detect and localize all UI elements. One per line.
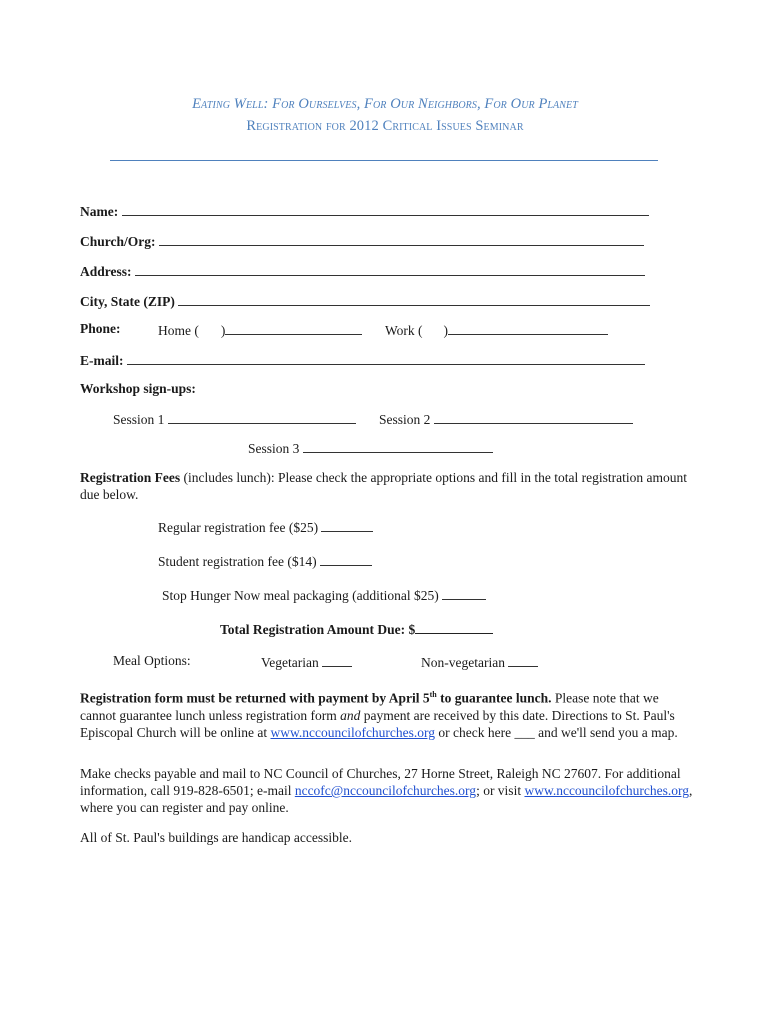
packaging-fee-label: Stop Hunger Now meal packaging (additional $25) xyxy=(162,588,439,603)
deadline-text-2: to guarantee lunch. xyxy=(436,690,552,706)
home-phone-close: ) xyxy=(220,323,226,338)
session3-blank[interactable] xyxy=(303,439,493,453)
regular-fee-blank[interactable] xyxy=(321,518,373,532)
email-link[interactable]: nccofc@nccouncilofchurches.org xyxy=(294,783,477,798)
address-field-row xyxy=(80,262,645,280)
fees-heading: Registration Fees xyxy=(80,470,181,485)
church-label: Church/Org: xyxy=(80,234,156,249)
session1-row xyxy=(113,410,356,428)
total-due-row xyxy=(220,620,493,639)
student-fee-label: Student registration fee ($14) xyxy=(158,554,317,569)
phone-label: Phone: xyxy=(80,321,121,336)
regular-fee-row xyxy=(158,518,373,536)
work-phone-blank[interactable] xyxy=(448,321,608,335)
address-label: Address: xyxy=(80,264,132,279)
session2-row xyxy=(379,410,633,428)
deadline-sup: th xyxy=(429,690,437,699)
city-field-row xyxy=(80,292,650,310)
session2-label: Session 2 xyxy=(379,412,431,427)
website-link[interactable]: www.nccouncilofchurches.org xyxy=(524,783,690,798)
home-phone-row xyxy=(158,321,362,339)
city-blank[interactable] xyxy=(178,292,650,306)
home-phone-blank[interactable] xyxy=(225,321,362,335)
directions-link[interactable]: www.nccouncilofchurches.org xyxy=(270,724,436,740)
deadline-text: Registration form must be returned with payment by April 5 xyxy=(80,690,430,706)
name-blank[interactable] xyxy=(122,202,649,216)
seminar-title: Eating Well: For Ourselves, For Our Neighbors, For Our Planet xyxy=(192,96,578,112)
session3-label: Session 3 xyxy=(248,441,300,456)
session3-row xyxy=(248,439,493,457)
session2-blank[interactable] xyxy=(434,410,633,424)
student-fee-row xyxy=(158,552,372,570)
city-label: City, State (ZIP) xyxy=(80,294,175,309)
work-phone-label: Work ( xyxy=(385,323,423,338)
packaging-fee-blank[interactable] xyxy=(442,586,486,600)
header-divider xyxy=(110,160,658,161)
session1-blank[interactable] xyxy=(168,410,356,424)
name-label: Name: xyxy=(80,204,119,219)
fees-intro: (includes lunch): Please check the appropriate options and fill in the total registration amount due below. xyxy=(80,470,687,502)
home-phone-label: Home ( xyxy=(158,323,199,338)
work-phone-row xyxy=(385,321,608,339)
email-field-row xyxy=(80,351,645,369)
workshop-heading: Workshop sign-ups: xyxy=(80,381,196,396)
nonvegetarian-blank[interactable] xyxy=(508,653,538,667)
session1-label: Session 1 xyxy=(113,412,165,427)
workshop-heading-row xyxy=(80,381,196,397)
accessibility-note: All of St. Paul's buildings are handicap accessible. xyxy=(80,830,352,845)
vegetarian-label: Vegetarian xyxy=(261,655,319,670)
return-notice-text3: or check here ___ and we'll send you a map. xyxy=(435,724,678,740)
payment-paragraph xyxy=(80,765,695,816)
student-fee-blank[interactable] xyxy=(320,552,372,566)
packaging-fee-row xyxy=(162,586,486,604)
nonvegetarian-row xyxy=(421,653,538,671)
work-phone-close: ) xyxy=(443,323,449,338)
total-due-blank[interactable] xyxy=(415,620,493,634)
total-due-label: Total Registration Amount Due: $ xyxy=(220,622,416,637)
payment-text3: , where you can register and pay online. xyxy=(80,783,693,815)
regular-fee-label: Regular registration fee ($25) xyxy=(158,520,319,535)
church-field-row xyxy=(80,232,644,250)
return-notice-text2: payment are received by this date. Directions to St. Paul's Episcopal Church will be online at xyxy=(80,707,675,740)
registration-subtitle: Registration for 2012 Critical Issues Seminar xyxy=(246,118,524,134)
name-field-row xyxy=(80,202,649,220)
payment-text2: ; or visit xyxy=(476,783,525,798)
meal-options-label: Meal Options: xyxy=(113,653,191,668)
return-notice-italic: and xyxy=(340,707,361,723)
payment-text1: Make checks payable and mail to NC Council of Churches, 27 Horne Street, Raleigh NC 27607. For additional information, call 919-828-6501; e-mail xyxy=(80,766,681,798)
church-blank[interactable] xyxy=(159,232,644,246)
vegetarian-blank[interactable] xyxy=(322,653,352,667)
email-label: E-mail: xyxy=(80,353,124,368)
return-notice-text1: Please note that we cannot guarantee lunch unless registration form xyxy=(80,690,659,723)
phone-field-row xyxy=(80,321,121,337)
address-blank[interactable] xyxy=(135,262,645,276)
vegetarian-row xyxy=(261,653,352,671)
nonvegetarian-label: Non-vegetarian xyxy=(421,655,505,670)
email-blank[interactable] xyxy=(127,351,645,365)
return-notice xyxy=(80,686,695,741)
fees-paragraph xyxy=(80,469,695,503)
